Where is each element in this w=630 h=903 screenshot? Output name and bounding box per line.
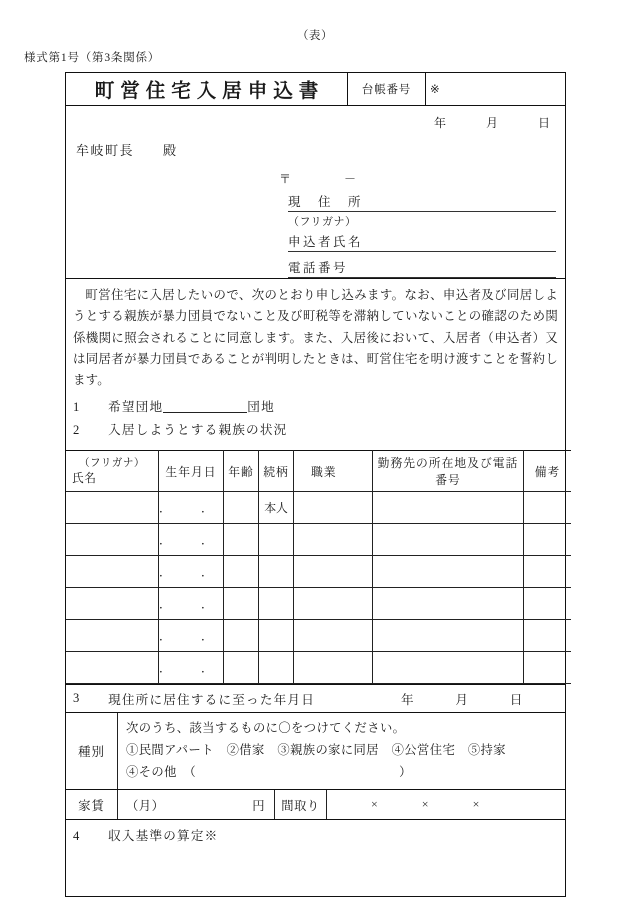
item-1-desired-complex[interactable] (73, 396, 558, 419)
submission-date-line[interactable]: 年 月 日 (433, 116, 551, 130)
postal-code-line[interactable]: 〒 － (279, 172, 358, 186)
cell-birthdate[interactable]: ． ． (159, 524, 224, 556)
header-name-kanji: 氏名 (72, 471, 97, 486)
cell-workplace[interactable] (373, 652, 524, 684)
cell-birthdate[interactable]: ． ． (159, 492, 224, 524)
family-members-table (66, 450, 571, 684)
housing-type-label: 種別 (66, 713, 118, 789)
item-1-suffix: 団地 (247, 399, 275, 414)
header-occupation (294, 451, 373, 492)
consent-paragraph (66, 279, 565, 394)
item-2-label: 入居しようとする親族の状況 (108, 422, 288, 437)
rent-unit-label: 円 (252, 798, 265, 813)
addressee-line: 牟岐町長 殿 (76, 143, 178, 158)
form-code-label: 様式第1号（第3条関係） (24, 52, 161, 64)
header-relation: 続柄 (259, 451, 294, 492)
cell-workplace[interactable] (373, 524, 524, 556)
housing-type-other-line[interactable]: ④その他 （ ） (126, 764, 412, 779)
family-table-body (66, 492, 571, 684)
furigana-field[interactable] (288, 212, 556, 230)
cross-icon: × (371, 797, 378, 812)
cell-occupation[interactable] (294, 620, 373, 652)
cell-birthdate[interactable]: ． ． (159, 652, 224, 684)
cell-relation[interactable] (259, 588, 294, 620)
housing-type-options-line[interactable]: ①民間アパート ②借家 ③親族の家に同居 ④公営住宅 ⑤持家 (126, 743, 506, 758)
current-address-field[interactable] (288, 190, 556, 212)
cell-age[interactable] (224, 588, 259, 620)
cell-workplace[interactable] (373, 588, 524, 620)
cell-age[interactable] (224, 524, 259, 556)
table-row (66, 588, 571, 620)
cell-birthdate[interactable]: ． ． (159, 588, 224, 620)
cell-occupation[interactable] (294, 492, 373, 524)
item-2-number: 2 (73, 422, 81, 437)
cell-occupation[interactable] (294, 588, 373, 620)
cell-occupation[interactable] (294, 556, 373, 588)
item-4-income-calculation[interactable] (66, 820, 565, 897)
cell-workplace[interactable] (373, 492, 524, 524)
table-row (66, 556, 571, 588)
table-row (66, 524, 571, 556)
cell-age[interactable] (224, 556, 259, 588)
family-table-header-row (66, 451, 571, 492)
cell-name[interactable] (66, 588, 159, 620)
header-age: 年齢 (224, 451, 259, 492)
numbered-items (66, 394, 565, 451)
header-birthdate: 生年月日 (159, 451, 224, 492)
rent-amount-field[interactable] (118, 790, 275, 819)
addressee-block (66, 106, 565, 279)
item-1-label: 希望団地 (108, 399, 164, 414)
cell-relation[interactable] (259, 524, 294, 556)
page-title: 町営住宅入居申込書 (94, 81, 325, 102)
title-row (66, 73, 565, 106)
cell-name[interactable] (66, 620, 159, 652)
current-address-label: 現 住 所 (288, 195, 364, 209)
item-3-number: 3 (73, 691, 81, 706)
cell-remarks[interactable] (524, 492, 572, 524)
cell-remarks[interactable] (524, 556, 572, 588)
rent-period-label: （月） (126, 798, 165, 813)
cell-age[interactable] (224, 492, 259, 524)
item-4-number: 4 (73, 829, 81, 844)
cell-name[interactable] (66, 556, 159, 588)
header-occupation-text: 職業 (311, 464, 337, 479)
numbered-spacer (73, 442, 558, 450)
rent-row (66, 790, 565, 820)
cell-birthdate[interactable]: ． ． (159, 620, 224, 652)
item-4-label: 収入基準の算定※ (108, 829, 219, 844)
phone-number-field[interactable] (288, 256, 556, 278)
form-frame (65, 72, 566, 897)
cell-relation[interactable] (259, 620, 294, 652)
ledger-number-label: 台帳番号 (347, 73, 425, 105)
cell-remarks[interactable] (524, 652, 572, 684)
item-3-label: 現住所に居住するに至った年月日 (108, 693, 315, 708)
floor-plan-label: 間取り (275, 790, 327, 819)
cross-icon: × (472, 797, 480, 812)
cell-age[interactable] (224, 652, 259, 684)
applicant-fields (288, 190, 556, 278)
cell-workplace[interactable] (373, 620, 524, 652)
housing-type-section (66, 713, 565, 790)
header-workplace: 勤務先の所在地及び電話番号 (373, 451, 524, 492)
housing-type-instruction: 次のうち、該当するものに〇をつけてください。 (126, 721, 406, 736)
header-remarks: 備考 (524, 451, 572, 492)
item-3-residence-start-date[interactable] (66, 684, 565, 713)
item-2-family-status (73, 419, 558, 442)
cell-name[interactable] (66, 492, 159, 524)
desired-complex-input[interactable] (163, 412, 247, 413)
cell-relation[interactable] (259, 556, 294, 588)
table-row (66, 620, 571, 652)
cell-occupation[interactable] (294, 524, 373, 556)
applicant-name-label: 申込者氏名 (288, 235, 364, 249)
cell-relation[interactable]: 本人 (259, 492, 294, 524)
floor-plan-marks[interactable] (327, 790, 565, 819)
cell-remarks[interactable] (524, 524, 572, 556)
cell-workplace[interactable] (373, 556, 524, 588)
cell-relation[interactable] (259, 652, 294, 684)
cell-birthdate[interactable]: ． ． (159, 556, 224, 588)
item-3-date-line[interactable]: 年 月 日 (401, 693, 524, 708)
housing-type-options (118, 713, 565, 789)
furigana-label: （フリガナ） (288, 216, 357, 228)
cell-occupation[interactable] (294, 652, 373, 684)
applicant-name-field[interactable] (288, 230, 556, 252)
header-name-furigana: （フリガナ） (78, 458, 146, 470)
cell-name[interactable] (66, 524, 159, 556)
phone-number-label: 電話番号 (288, 261, 349, 275)
table-row (66, 652, 571, 684)
cross-icon: × (421, 797, 429, 812)
cell-name[interactable] (66, 652, 159, 684)
side-marker: （表） (297, 30, 333, 42)
cell-remarks[interactable] (524, 588, 572, 620)
table-row (66, 492, 571, 524)
rent-label: 家賃 (66, 790, 118, 819)
ledger-number-field[interactable]: ※ (425, 73, 565, 105)
consent-text: 町営住宅に入居したいので、次のとおり申し込みます。なお、申込者及び同居しようとする親族が暴力団員でないこと及び町税等を滞納していないことの確認のため関係機関に照会されることに同意します。また、入居後において、入居者（申込者）又は同居者が暴力団員であることが判明したときは、町営住宅を明け渡すことを誓約します。 (73, 288, 558, 388)
header-name (66, 451, 159, 492)
item-1-number: 1 (73, 399, 81, 414)
cell-age[interactable] (224, 620, 259, 652)
cell-remarks[interactable] (524, 620, 572, 652)
